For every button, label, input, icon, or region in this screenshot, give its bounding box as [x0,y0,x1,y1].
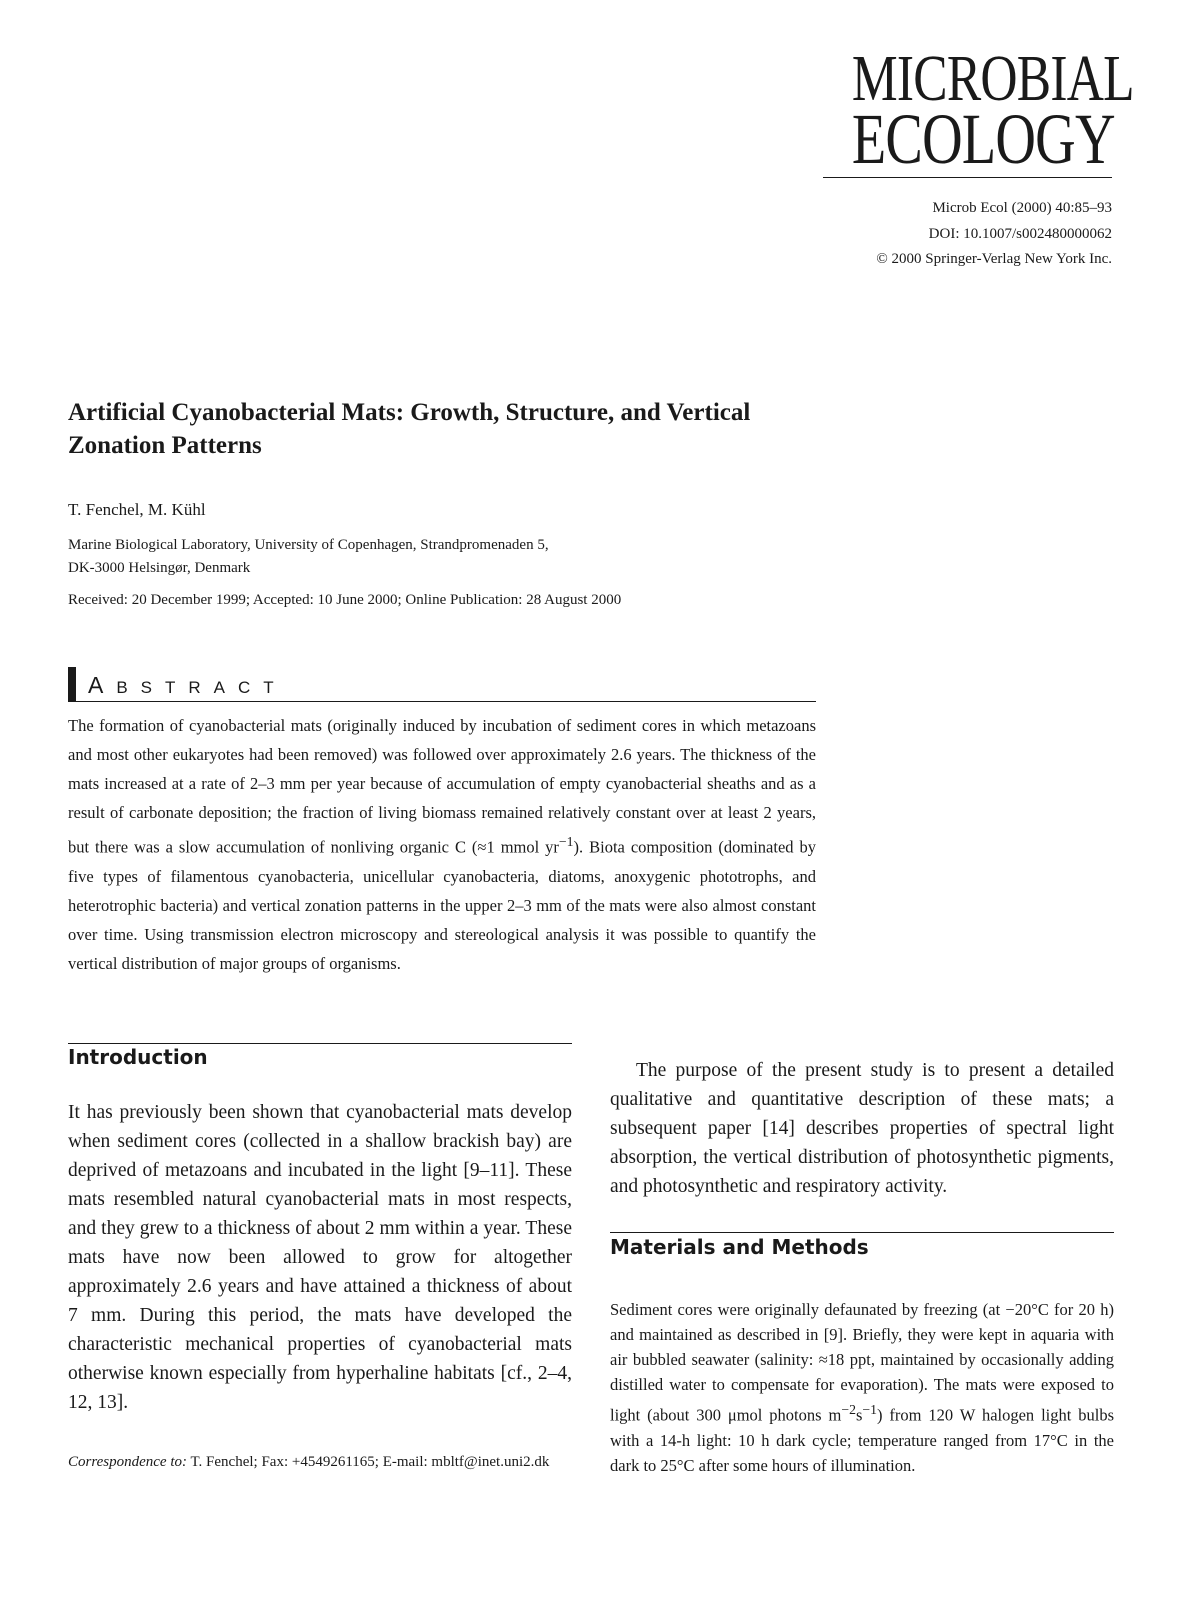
doi: DOI: 10.1007/s002480000062 [928,225,1112,242]
abstract-heading [68,667,816,702]
methods-text-part2: s [855,1405,863,1425]
affiliation [68,534,549,580]
citation-block [876,196,1112,273]
methods-rule [610,1232,1114,1233]
introduction-heading: Introduction [68,1045,208,1069]
methods-exponent-1: −2 [841,1402,856,1417]
abstract-heading-cap: A [88,672,117,698]
abstract-heading-rest: BSTRACT [116,678,287,697]
affiliation-line-1: Marine Biological Laboratory, University of Copenhagen, Strandpromenaden 5, [68,537,549,553]
article-title: Artificial Cyanobacterial Mats: Growth, Structure, and Vertical Zonation Patterns [68,399,751,459]
abstract-text [68,711,816,978]
citation: Microb Ecol (2000) 40:85–93 [932,200,1112,216]
abstract-unit-exponent: −1 [558,834,574,849]
logo-rule [823,177,1112,178]
journal-logo-line2: ECOLOGY [851,99,1115,179]
copyright: © 2000 Springer-Verlag New York Inc. [876,251,1112,267]
abstract-heading-bar [68,667,76,701]
methods-heading: Materials and Methods [610,1235,869,1259]
correspondence-text: T. Fenchel; Fax: +4549261165; E-mail: mbltf@inet.uni2.dk [190,1454,550,1470]
affiliation-line-2: DK-3000 Helsingør, Denmark [68,560,251,576]
authors: T. Fenchel, M. Kühl [68,500,206,519]
introduction-text: It has previously been shown that cyanobacterial mats develop when sediment cores (collected in a shallow brackish bay) are deprived of metazoans and incubated in the light [9–11]. These mats resembled natural cyanobacterial mats in most respects, and they grew to a thickness of about 2 mm within a year. These mats have now been allowed to grow for altogether approximately 2.6 years and have attained a thickness of about 7 mm. During this period, the mats have developed the characteristic mechanical properties of cyanobacterial mats otherwise known especially from hyperhaline habitats [cf., 2–4, 12, 13]. [68,1102,572,1413]
correspondence-label: Correspondence to: [68,1454,188,1470]
abstract-text-part1: The formation of cyanobacterial mats (originally induced by incubation of sediment cores in which metazoans and most other eukaryotes had been removed) was followed over approximately 2.6 years. The thickness of the mats increased at a rate of 2–3 mm per year because of accumulation of empty cyanobacterial sheaths and as a result of carbonate deposition; the fraction of living biomass remained relatively constant over at least 2 years, but there was a slow accumulation of nonliving organic C (≈1 mmol yr [68,716,816,857]
methods-text [610,1297,1114,1478]
abstract-heading-text [88,671,287,702]
abstract-text-part2: ). Biota composition (dominated by five types of filamentous cyanobacteria, unicellular cyanobacteria, diatoms, anoxygenic phototrophs, and heterotrophic bacteria) and vertical zonation patterns in the upper 2–3 mm of the mats were also almost constant over time. Using transmission electron microscopy and stereological analysis it was possible to quantify the vertical distribution of major groups of organisms. [68,837,816,973]
correspondence-note [68,1450,572,1475]
journal-logo [820,42,1134,179]
methods-exponent-2: −1 [862,1402,878,1417]
journal-logo-line1: MICROBIAL [851,42,1134,115]
methods-text-part1: Sediment cores were originally defaunated by freezing (at −20°C for 20 h) and maintained as described in [9]. Briefly, they were kept in aquaria with air bubbled seawater (salinity: ≈18 ppt, maintained by occasionally adding distilled water to compensate for evaporation). The mats were exposed to light (about 300 μmol photons m [610,1300,1114,1425]
methods-text-part3: ) from 120 W halogen light bulbs with a 14-h light: 10 h dark cycle; temperature ranged from 17°C in the dark to 25°C after some hours of illumination. [610,1405,1114,1475]
publication-dates: Received: 20 December 1999; Accepted: 10 June 2000; Online Publication: 28 August 2000 [68,592,622,608]
purpose-text: The purpose of the present study is to present a detailed qualitative and quantitative description of these mats; a subsequent paper [14] describes properties of spectral light absorption, the vertical distribution of photosynthetic pigments, and photosynthetic and respiratory activity. [610,1060,1114,1197]
introduction-rule [68,1043,572,1044]
